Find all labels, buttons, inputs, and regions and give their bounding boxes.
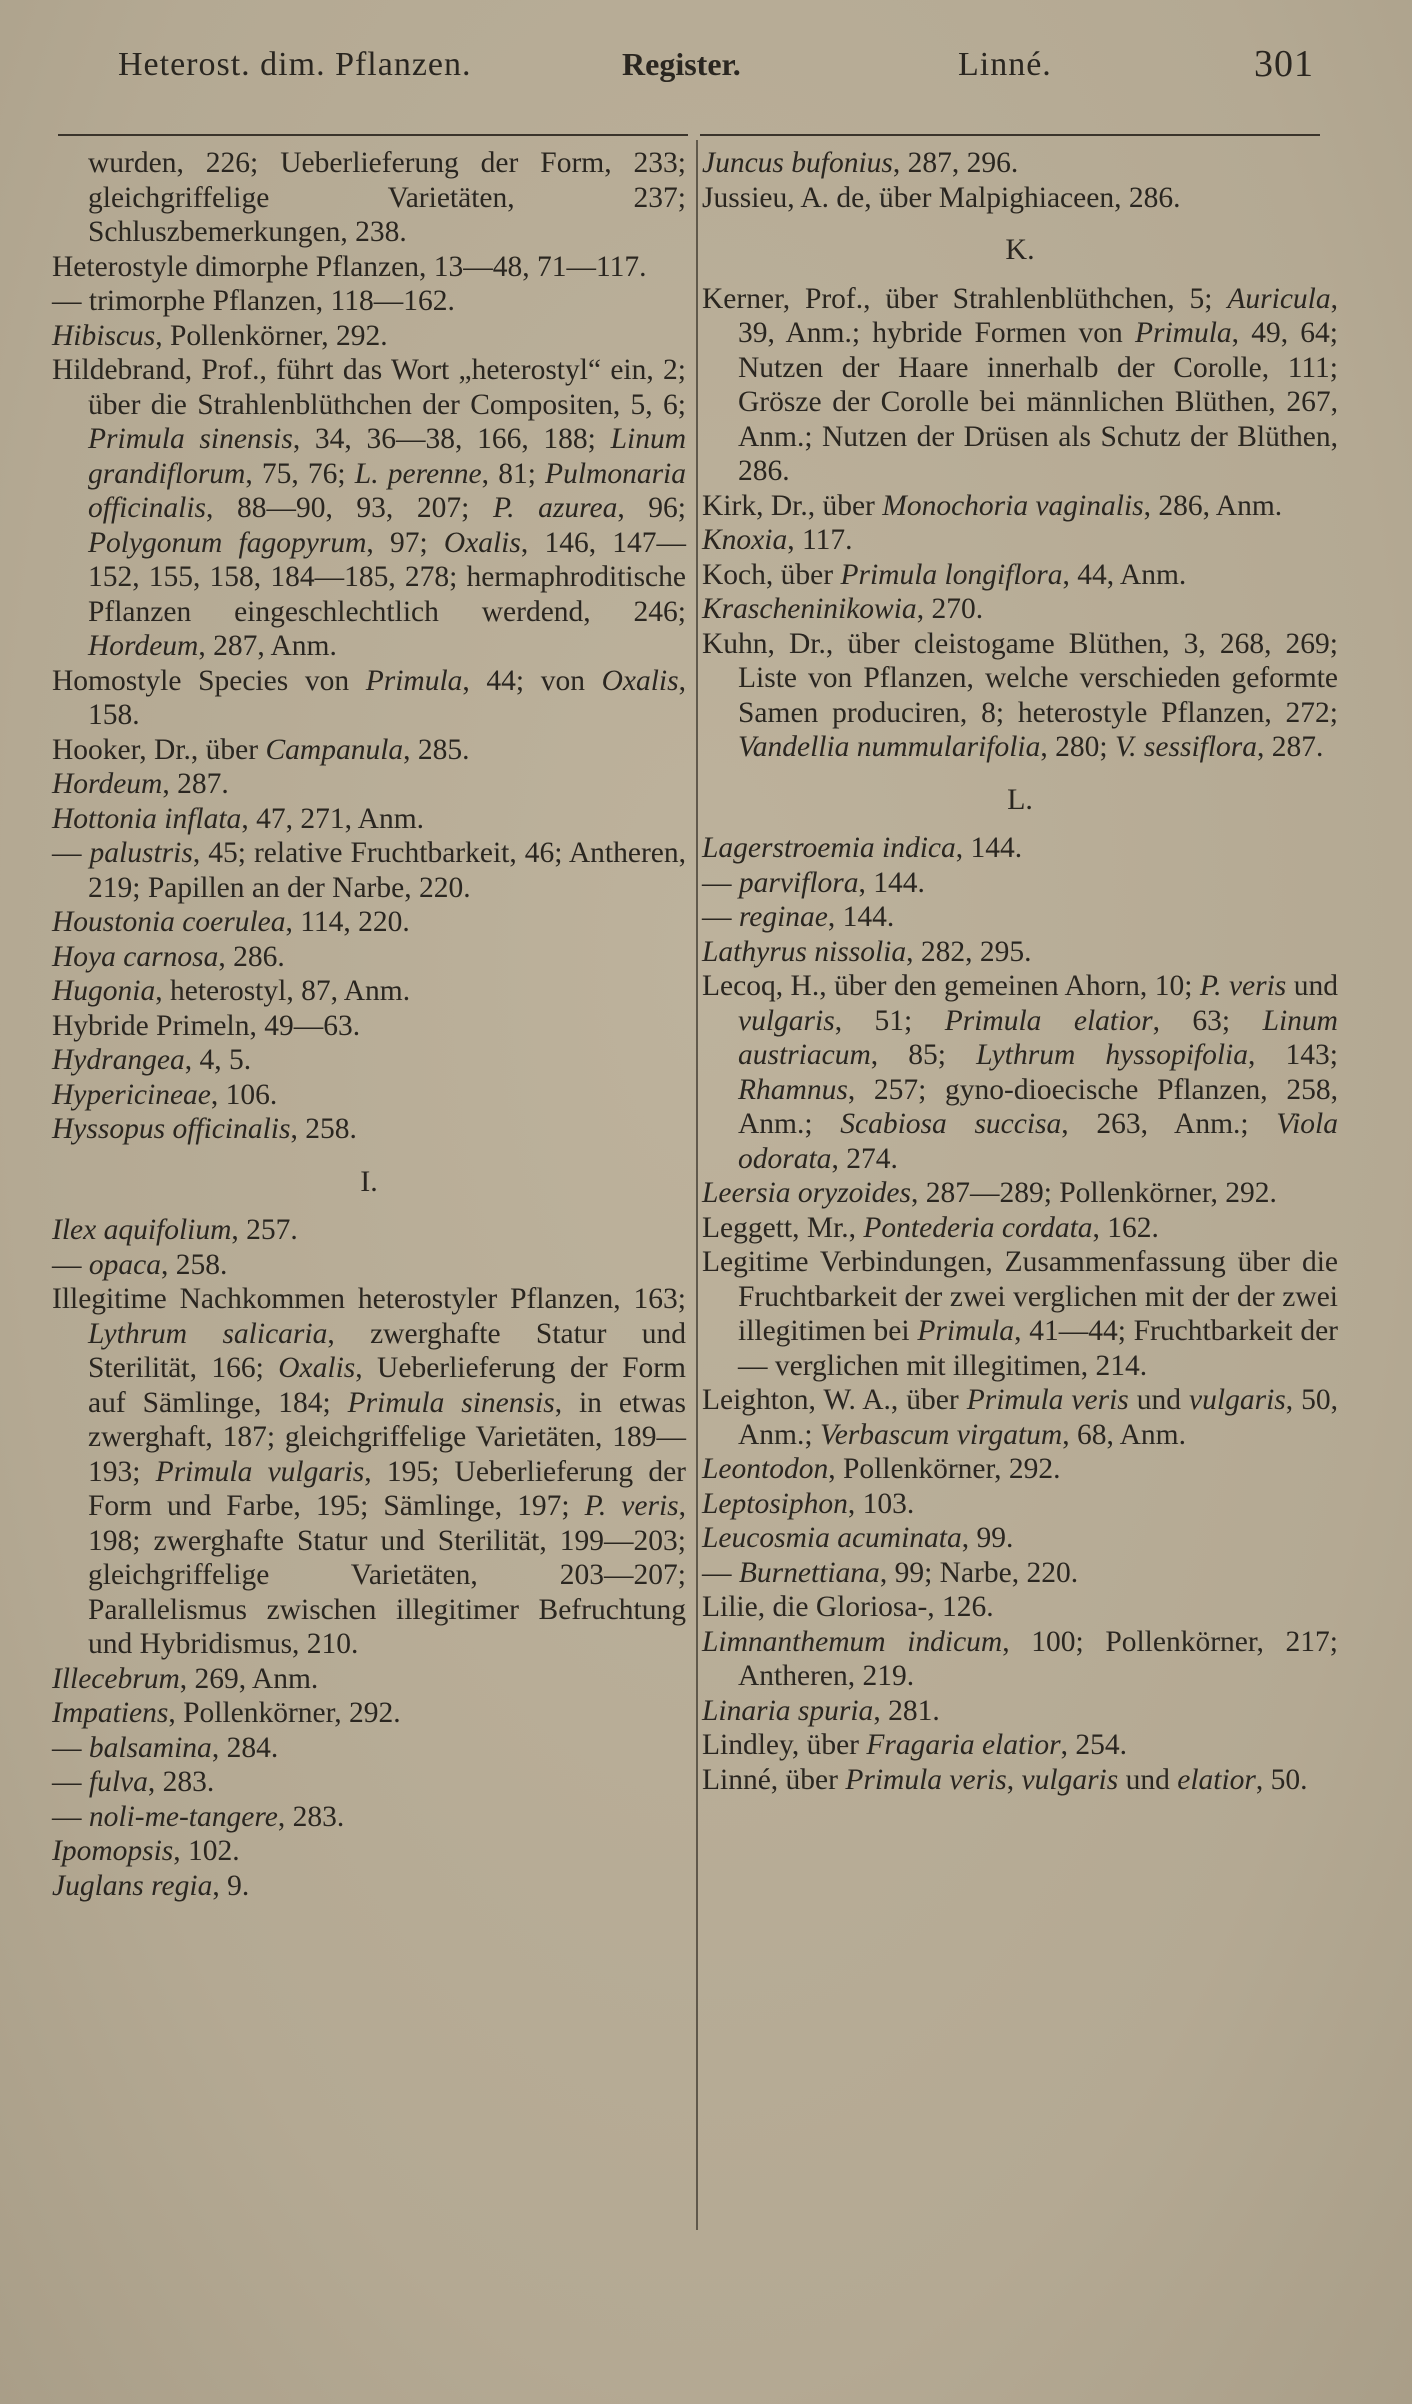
index-entry: Hooker, Dr., über Campanula, 285. xyxy=(52,733,470,766)
index-entry: — parviflora, 144. xyxy=(702,866,925,899)
header-center-title: Register. xyxy=(622,46,741,82)
index-entry: Illecebrum, 269, Anm. xyxy=(52,1662,319,1695)
index-entry: Hybride Primeln, 49—63. xyxy=(52,1009,361,1042)
index-entry: Lagerstroemia indica, 144. xyxy=(702,832,1023,864)
index-entry: Juglans regia, 9. xyxy=(52,1869,250,1902)
index-entry: Leptosiphon, 103. xyxy=(702,1487,915,1520)
index-entry: Koch, über Primula longiflora, 44, Anm. xyxy=(702,558,1187,591)
index-entry: Jussieu, A. de, über Malpighiaceen, 286. xyxy=(702,181,1181,214)
index-entry: Ipomopsis, 102. xyxy=(52,1835,240,1867)
index-entry: Limnanthemum indicum, 100; Pollenkörner, 217; Antheren, 219. xyxy=(702,1625,1338,1692)
section-letter: K. xyxy=(1005,233,1035,266)
header-rule-right xyxy=(700,134,1320,136)
index-entry: Lindley, über Fragaria elatior, 254. xyxy=(702,1729,1127,1761)
index-entry: Ilex aquifolium, 257. xyxy=(52,1214,298,1246)
index-entry: — reginae, 144. xyxy=(702,901,895,933)
index-entry: Hildebrand, Prof., führt das Wort „heterostyl“ ein, 2; über die Strahlenblüthchen der Compositen, 5, 6; Primula sinensis, 34, 36—38, 166, 188; Linum grandiflorum, 75, 76; L. perenne, 81; Pulmonaria officinalis, 88—90, 93, 207; P. azurea, 96; Polygonum fagopyrum, 97; Oxalis, 146, 147—152, 155, 158, 184—185, 278; hermaphroditische Pflanzen eingeschlechtlich werdend, 246; Hordeum, 287, Anm. xyxy=(52,354,687,662)
index-entry: Kuhn, Dr., über cleistogame Blüthen, 3, 268, 269; Liste von Pflanzen, welche verschieden geformte Samen produciren, 8; heterostyle Pflanzen, 272; Vandellia nummularifolia, 280; V. sessiflora, 287. xyxy=(702,627,1338,763)
index-entry: Legitime Verbindungen, Zusammenfassung über die Fruchtbarkeit der zwei verglichen mit der der zwei illegitimen bei Primula, 41—44; Fruchtbarkeit der — verglichen mit illegitimen, 214. xyxy=(702,1246,1338,1382)
index-entry: Hugonia, heterostyl, 87, Anm. xyxy=(52,975,411,1007)
index-entry: Leersia oryzoides, 287—289; Pollenkörner, 292. xyxy=(702,1177,1277,1209)
section-letter: I. xyxy=(360,1164,378,1198)
index-entry: Homostyle Species von Primula, 44; von Oxalis, 158. xyxy=(52,664,686,731)
index-entry: Hoya carnosa, 286. xyxy=(52,940,285,973)
index-entry: Hypericineae, 106. xyxy=(52,1078,278,1111)
index-entry: Houstonia coerulea, 114, 220. xyxy=(52,906,410,938)
index-entry: Linaria spuria, 281. xyxy=(702,1694,940,1727)
index-entry: Krascheninikowia, 270. xyxy=(702,593,984,625)
index-column-right xyxy=(702,146,1338,1797)
index-entry: Linné, über Primula veris, vulgaris und elatior, 50. xyxy=(702,1763,1308,1796)
index-entry: Impatiens, Pollenkörner, 292. xyxy=(52,1697,401,1729)
index-entry: Hydrangea, 4, 5. xyxy=(52,1044,252,1076)
index-entry: — balsamina, 284. xyxy=(52,1731,279,1764)
index-entry: Lilie, die Gloriosa-, 126. xyxy=(702,1591,994,1623)
page-number: 301 xyxy=(1254,43,1314,85)
index-entry: Lecoq, H., über den gemeinen Ahorn, 10; P. veris und vulgaris, 51; Primula elatior, 63; Linum austriacum, 85; Lythrum hyssopifolia, 143; Rhamnus, 257; gyno-dioecische Pflanzen, 258, Anm.; Scabiosa succisa, 263, Anm.; Viola odorata, 274. xyxy=(702,970,1339,1175)
index-entry: Kerner, Prof., über Strahlenblüthchen, 5; Auricula, 39, Anm.; hybride Formen von Primula, 49, 64; Nutzen der Haare innerhalb der Corolle, 111; Grösze der Corolle bei männlichen Blüthen, 267, Anm.; Nutzen der Drüsen als Schutz der Blüthen, 286. xyxy=(702,282,1338,487)
index-entry: Hordeum, 287. xyxy=(52,768,229,800)
index-entry: — opaca, 258. xyxy=(52,1248,228,1281)
header-left-title: Heterost. dim. Pflanzen. xyxy=(118,46,472,83)
header-right-title: Linné. xyxy=(958,46,1052,83)
index-entry: wurden, 226; Ueberlieferung der Form, 233; gleichgriffelige Varietäten, 237; Schluszbemerkungen, 238. xyxy=(88,147,686,248)
index-entry: Heterostyle dimorphe Pflanzen, 13—48, 71—117. xyxy=(52,250,647,283)
index-entry: — fulva, 283. xyxy=(52,1766,215,1798)
index-entry: — trimorphe Pflanzen, 118—162. xyxy=(52,285,455,317)
header-rule-left xyxy=(58,134,688,136)
index-entry: Knoxia, 117. xyxy=(702,524,853,556)
index-entry: Leighton, W. A., über Primula veris und vulgaris, 50, Anm.; Verbascum virgatum, 68, Anm. xyxy=(702,1384,1339,1451)
index-entry: Hottonia inflata, 47, 271, Anm. xyxy=(52,802,425,835)
index-entry: Hibiscus, Pollenkörner, 292. xyxy=(52,319,388,352)
index-column-left xyxy=(52,146,686,1903)
column-divider xyxy=(696,140,698,2230)
index-entry: Hyssopus officinalis, 258. xyxy=(52,1113,357,1145)
index-entry: Lathyrus nissolia, 282, 295. xyxy=(702,935,1032,968)
index-entry: — palustris, 45; relative Fruchtbarkeit, 46; Antheren, 219; Papillen an der Narbe, 220. xyxy=(52,837,687,904)
running-header xyxy=(0,42,1412,92)
index-entry: Illegitime Nachkommen heterostyler Pflanzen, 163; Lythrum salicaria, zwerghafte Statur und Sterilität, 166; Oxalis, Ueberlieferung der Form auf Sämlinge, 184; Primula sinensis, in etwas zwerghaft, 187; gleichgriffelige Varietäten, 189—193; Primula vulgaris, 195; Ueberlieferung der Form und Farbe, 195; Sämlinge, 197; P. veris, 198; zwerghafte Statur und Sterilität, 199—203; gleichgriffelige Varietäten, 203—207; Parallelismus zwischen illegitimer Befruchtung und Hybridismus, 210. xyxy=(52,1283,687,1660)
index-entry: — Burnettiana, 99; Narbe, 220. xyxy=(702,1556,1079,1589)
index-entry: Leontodon, Pollenkörner, 292. xyxy=(702,1453,1061,1485)
index-entry: Juncus bufonius, 287, 296. xyxy=(702,147,1019,179)
section-letter: L. xyxy=(1007,782,1033,816)
index-entry: Leggett, Mr., Pontederia cordata, 162. xyxy=(702,1211,1159,1244)
index-entry: Leucosmia acuminata, 99. xyxy=(702,1522,1014,1554)
index-entry: Kirk, Dr., über Monochoria vaginalis, 286, Anm. xyxy=(702,489,1283,522)
index-entry: — noli-me-tangere, 283. xyxy=(52,1800,345,1833)
